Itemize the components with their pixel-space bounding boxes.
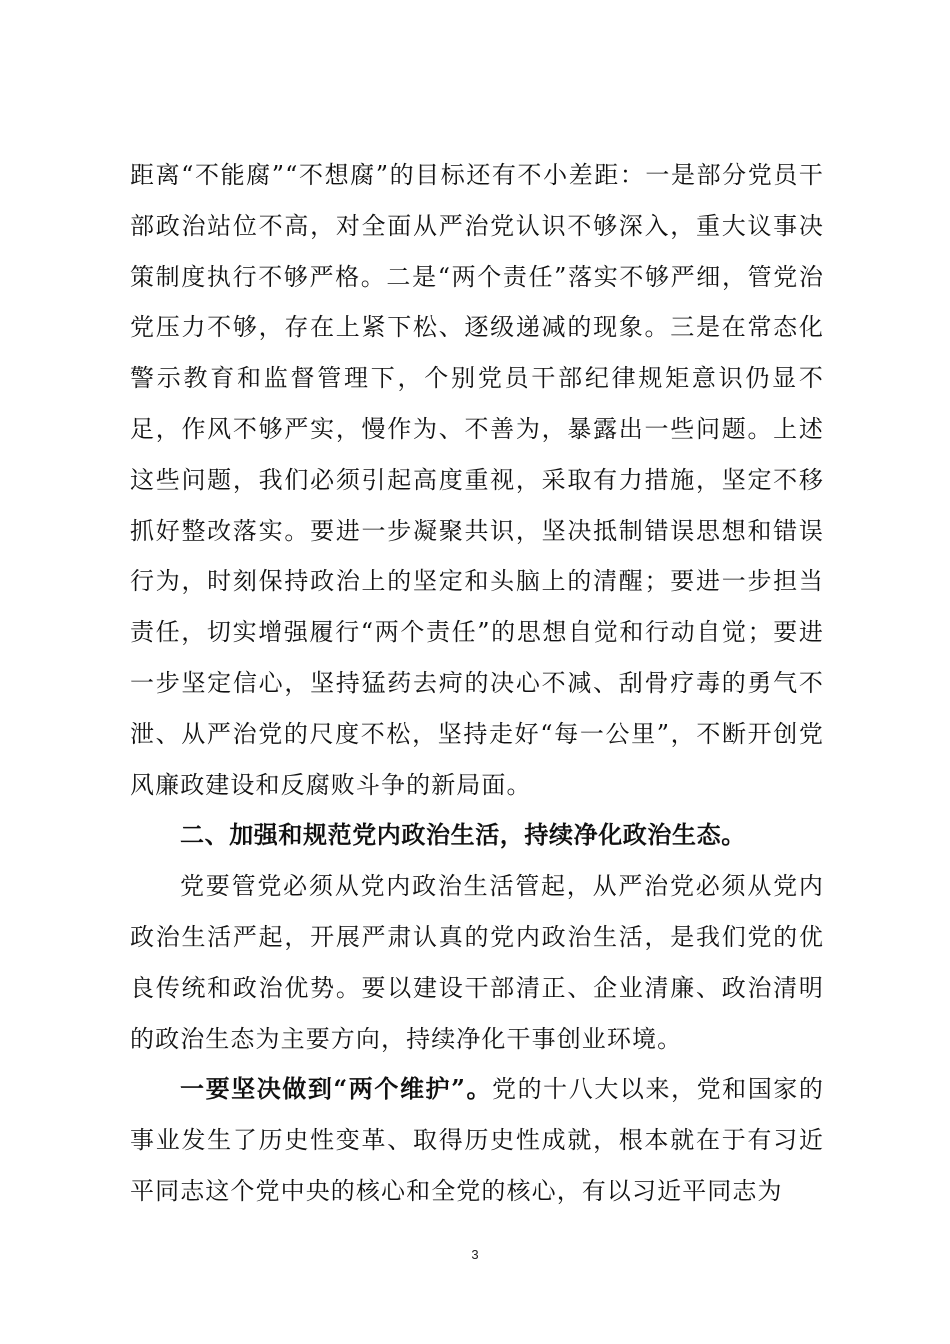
text-line: 的勇气不泄、从严治党的尺度不松，坚持走好“每一公里”，: [130, 668, 824, 748]
text-line: 近平同志这个党中央的核心和全党的核心，有以习近平同志为: [130, 1126, 824, 1205]
paragraph-shortcomings: [130, 150, 824, 810]
text-line: 党的十八大以来，党和国家: [492, 1075, 799, 1104]
text-line: 良传统和政治优势。要以建设干部清正、企业清廉、政治清明: [130, 973, 824, 1002]
text-line: 距离“不能腐”“不想腐”的目标还有不小差距：一是部分党: [130, 161, 774, 189]
document-body: [130, 150, 824, 1217]
text-line: 常态化警示教育和监督管理下，个别党员干部纪律规矩意识仍: [130, 313, 824, 393]
page-number: 3: [471, 1247, 479, 1262]
text-line: 错误行为，时刻保持政治上的坚定和头脑上的清醒；要进一步: [130, 516, 824, 596]
text-line: 觉；要进一步坚定信心，坚持猛药去疴的决心不减、刮骨疗毒: [130, 618, 824, 697]
text-line: 的政治生态为主要方向，持续净化干事创业环境。: [130, 1024, 683, 1053]
text-line: 上述这些问题，我们必须引起高度重视，采取有力措施，坚定: [130, 414, 824, 494]
text-line: 政治生活严起，开展严肃认真的党内政治生活，是我们党的优: [130, 922, 824, 951]
text-line: 的事业发生了历史性变革、取得历史性成就，根本就在于有习: [130, 1075, 824, 1155]
text-line: 事决策制度执行不够严格。二是“两个责任”落实不够严细，: [130, 211, 824, 291]
text-line: 不移抓好整改落实。要进一步凝聚共识，坚决抵制错误思想和: [130, 465, 824, 545]
text-line: 显不足，作风不够严实，慢作为、不善为，暴露出一些问题。: [130, 364, 824, 443]
paragraph-two-safeguards: [130, 1064, 824, 1216]
text-line: 担当责任，切实增强履行“两个责任”的思想自觉和行动自: [130, 567, 824, 647]
text-line: 党要管党必须从党内政治生活管起，从严治党必须从党内: [180, 872, 824, 901]
section-heading: 二、加强和规范党内政治生活，持续净化政治生态。: [180, 821, 746, 850]
paragraph-political-life: [130, 861, 824, 1064]
text-line: 管党治党压力不够，存在上紧下松、逐级递减的现象。三是在: [130, 262, 824, 342]
text-line: 员干部政治站位不高，对全面从严治党认识不够深入，重大议: [130, 161, 824, 240]
paragraph-lead: 一要坚决做到“两个维护”。: [180, 1074, 493, 1104]
text-line: 不断开创党风廉政建设和反腐败斗争的新局面。: [130, 719, 824, 799]
